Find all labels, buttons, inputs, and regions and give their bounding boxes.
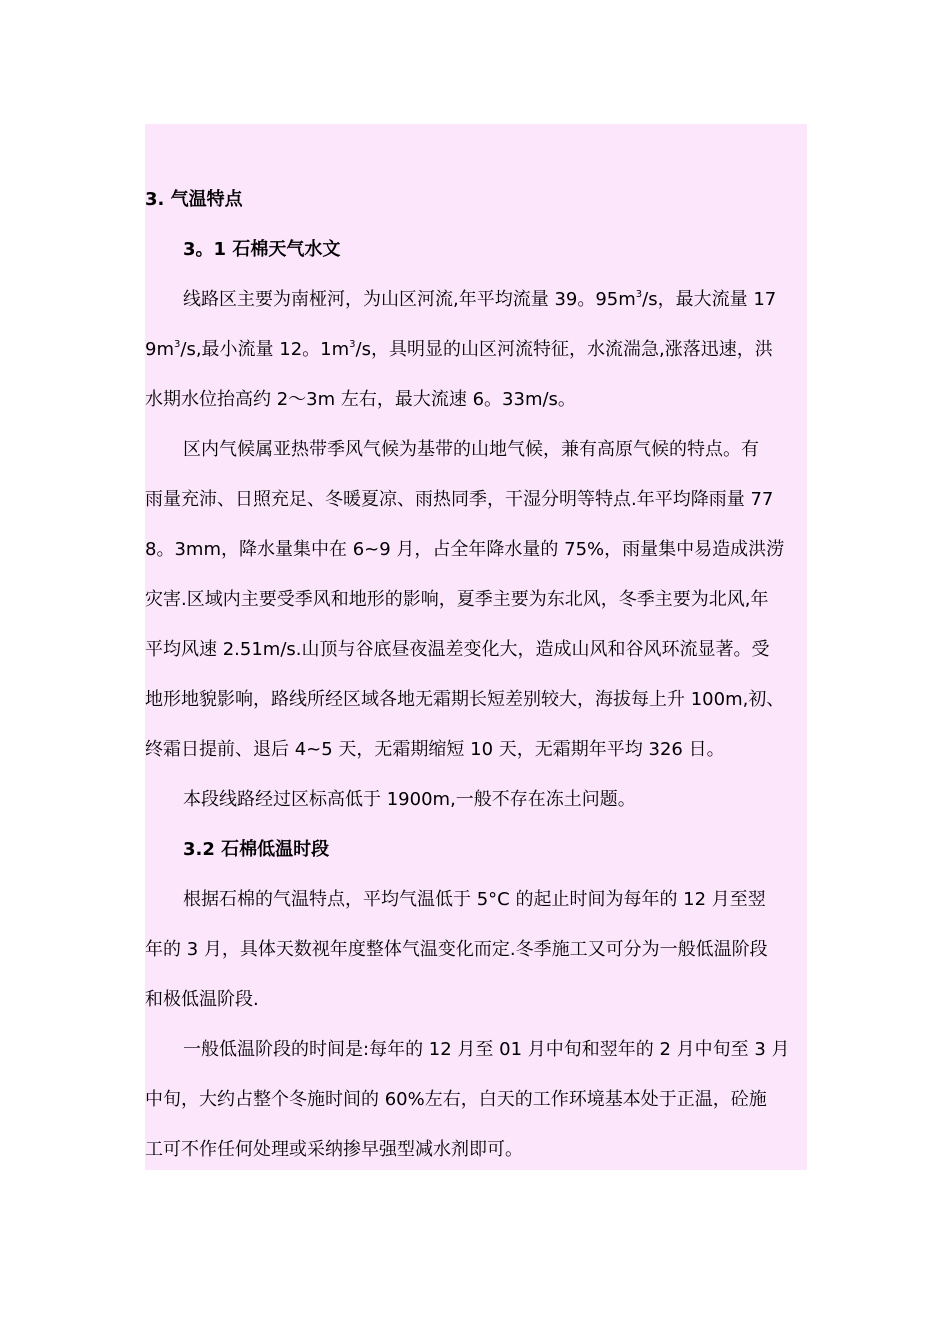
paragraph-line: 年的 3 月，具体天数视年度整体气温变化而定.冬季施工又可分为一般低温阶段	[145, 939, 768, 960]
paragraph-line: 地形地貌影响，路线所经区域各地无霜期长短差别较大，海拔每上升 100m,初、	[145, 689, 785, 710]
paragraph-line: 区内气候属亚热带季风气候为基带的山地气候，兼有高原气候的特点。有	[183, 439, 759, 460]
section-heading: 3. 气温特点	[145, 189, 243, 210]
paragraph-line: 水期水位抬高约 2～3m 左右，最大流速 6。33m/s。	[145, 389, 576, 410]
subsection-heading-low-temp: 3.2 石棉低温时段	[183, 839, 330, 860]
paragraph-line: 灾害.区域内主要受季风和地形的影响，夏季主要为东北风，冬季主要为北风,年	[145, 589, 769, 610]
paragraph-line: 工可不作任何处理或采纳掺早强型减水剂即可。	[145, 1139, 523, 1160]
text-run: 9m	[145, 339, 174, 360]
text-run: /s，具明显的山区河流特征，水流湍急,涨落迅速，洪	[355, 339, 773, 360]
paragraph-line: 和极低温阶段.	[145, 989, 259, 1010]
subsection-heading-weather: 3。1 石棉天气水文	[183, 239, 341, 260]
paragraph-line: 雨量充沛、日照充足、冬暖夏凉、雨热同季，干湿分明等特点.年平均降雨量 77	[145, 489, 774, 510]
paragraph-line: 平均风速 2.51m/s.山顶与谷底昼夜温差变化大，造成山风和谷风环流显著。受	[145, 639, 770, 660]
text-run: /s,最小流量 12。1m	[180, 339, 350, 360]
paragraph-line: 中旬，大约占整个冬施时间的 60%左右，白天的工作环境基本处于正温，砼施	[145, 1089, 767, 1110]
paragraph-line: 根据石棉的气温特点，平均气温低于 5°C 的起止时间为每年的 12 月至翌	[183, 889, 766, 910]
paragraph-line	[183, 287, 776, 313]
paragraph-line: 终霜日提前、退后 4~5 天，无霜期缩短 10 天，无霜期年平均 326 日。	[145, 739, 725, 760]
text-run: 线路区主要为南桠河，为山区河流,年平均流量 39。95m	[183, 289, 636, 310]
superscript: 3	[174, 339, 181, 350]
paragraph-line: 8。3mm，降水量集中在 6~9 月，占全年降水量的 75%，雨量集中易造成洪涝	[145, 539, 785, 560]
paragraph-line: 本段线路经过区标高低于 1900m,一般不存在冻土问题。	[183, 789, 636, 810]
superscript: 3	[635, 289, 643, 300]
highlighted-text-block	[145, 124, 807, 1170]
text-run: /s，最大流量 17	[642, 289, 777, 310]
superscript: 3	[349, 339, 356, 350]
paragraph-line	[145, 337, 773, 363]
paragraph-line: 一般低温阶段的时间是:每年的 12 月至 01 月中旬和翌年的 2 月中旬至 3 月	[183, 1039, 790, 1060]
